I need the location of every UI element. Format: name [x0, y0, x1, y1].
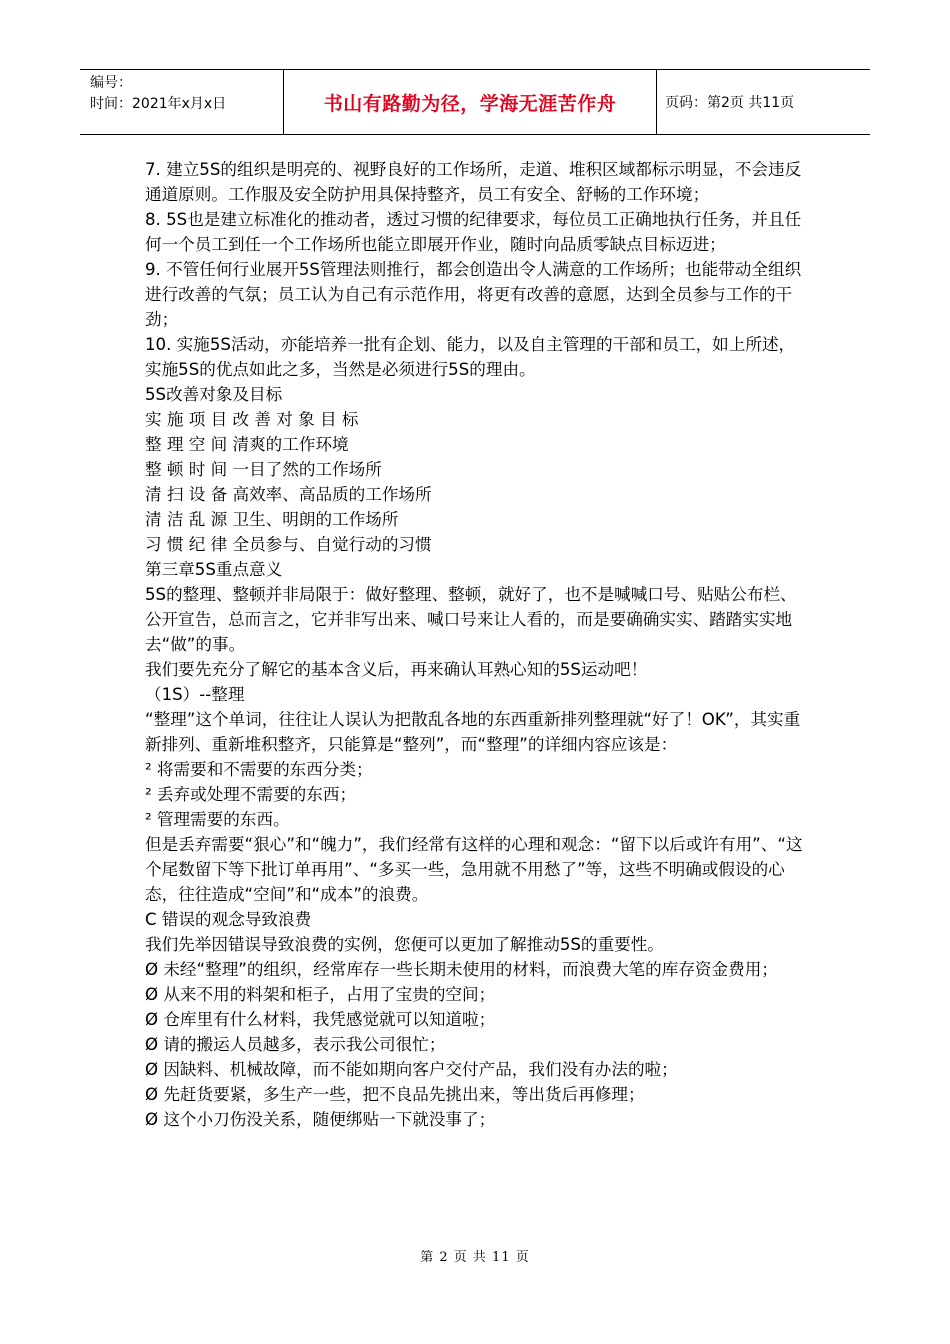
bullet-item: Ø 未经“整理”的组织，经常库存一些长期未使用的材料，而浪费大笔的库存资金费用； — [145, 960, 778, 979]
page-label: 页码：第2页 共11页 — [665, 95, 795, 111]
header-page-info — [657, 70, 870, 134]
subsection-heading: C 错误的观念导致浪费 — [145, 910, 312, 929]
table-row-line: 整 顿 时 间 一目了然的工作场所 — [145, 460, 382, 479]
bullet-item: Ø 因缺料、机械故障，而不能如期向客户交付产品，我们没有办法的啦； — [145, 1060, 678, 1079]
bullet-item: ² 丢弃或处理不需要的东西； — [145, 785, 357, 804]
motto-text: 书山有路勤为径，学海无涯苦作舟 — [323, 92, 617, 115]
table-header-line: 实 施 项 目 改 善 对 象 目 标 — [145, 410, 359, 429]
table-row-line: 清 洁 乱 源 卫生、明朗的工作场所 — [145, 510, 399, 529]
paragraph: 10. 实施5S活动，亦能培养一批有企划、能力，以及自主管理的干部和员工，如上所述，实施5S的优点如此之多，当然是必须进行5S的理由。 — [145, 335, 796, 379]
bullet-item: ² 将需要和不需要的东西分类； — [145, 760, 373, 779]
paragraph: 9. 不管任何行业展开5S管理法则推行，都会创造出令人满意的工作场所；也能带动全组织进行改善的气氛；员工认为自己有示范作用，将更有改善的意愿，达到全员参与工作的干劲； — [145, 260, 802, 329]
bullet-item: Ø 仓库里有什么材料，我凭感觉就可以知道啦； — [145, 1010, 496, 1029]
time-label: 时间：2021年x月x日 — [90, 96, 227, 112]
page-header — [80, 69, 870, 135]
paragraph: 但是丢弃需要“狠心”和“魄力”，我们经常有这样的心理和观念：“留下以后或许有用”、“这个尾数留下等下批订单再用”、“多买一些，急用就不用愁了”等，这些不明确或假设的心态，往往造成“空间”和“成本”的浪费。 — [145, 835, 803, 904]
header-motto — [283, 70, 657, 134]
bullet-item: Ø 这个小刀伤没关系，随便绑贴一下就没事了； — [145, 1110, 496, 1129]
paragraph: 我们先举因错误导致浪费的实例，您便可以更加了解推动5S的重要性。 — [145, 935, 664, 954]
bullet-item: Ø 先赶货要紧，多生产一些，把不良品先挑出来，等出货后再修理； — [145, 1085, 645, 1104]
bullet-item: ² 管理需要的东西。 — [145, 810, 290, 829]
paragraph: 我们要先充分了解它的基本含义后，再来确认耳熟心知的5S运动吧！ — [145, 660, 648, 679]
header-meta — [80, 70, 283, 134]
footer-page-number: 第 2 页 共 11 页 — [420, 1250, 530, 1265]
table-row-line: 清 扫 设 备 高效率、高品质的工作场所 — [145, 485, 432, 504]
number-label: 编号： — [90, 75, 132, 91]
chapter-heading: 第三章5S重点意义 — [145, 560, 283, 579]
paragraph: 5S的整理、整顿并非局限于：做好整理、整顿，就好了，也不是喊喊口号、贴贴公布栏、公开宣告，总而言之，它并非写出来、喊口号来让人看的，而是要确确实实、踏踏实实地去“做”的事。 — [145, 585, 797, 654]
section-heading: 5S改善对象及目标 — [145, 385, 283, 404]
table-row-line: 习 惯 纪 律 全员参与、自觉行动的习惯 — [145, 535, 432, 554]
paragraph: “整理”这个单词，往往让人误认为把散乱各地的东西重新排列整理就“好了！OK”，其实重新排列、重新堆积整齐，只能算是“整列”，而“整理”的详细内容应该是： — [145, 710, 801, 754]
subsection-heading: （1S）--整理 — [145, 685, 245, 704]
bullet-item: Ø 请的搬运人员越多，表示我公司很忙； — [145, 1035, 446, 1054]
bullet-item: Ø 从来不用的料架和柜子，占用了宝贵的空间； — [145, 985, 496, 1004]
table-row-line: 整 理 空 间 清爽的工作环境 — [145, 435, 349, 454]
paragraph: 8. 5S也是建立标准化的推动者，透过习惯的纪律要求，每位员工正确地执行任务，并且任何一个员工到任一个工作场所也能立即展开作业，随时向品质零缺点目标迈进； — [145, 210, 802, 254]
document-body — [145, 157, 810, 1132]
paragraph: 7. 建立5S的组织是明亮的、视野良好的工作场所，走道、堆积区域都标示明显，不会违反通道原则。工作服及安全防护用具保持整齐，员工有安全、舒畅的工作环境； — [145, 160, 802, 204]
page-footer — [0, 1246, 950, 1265]
